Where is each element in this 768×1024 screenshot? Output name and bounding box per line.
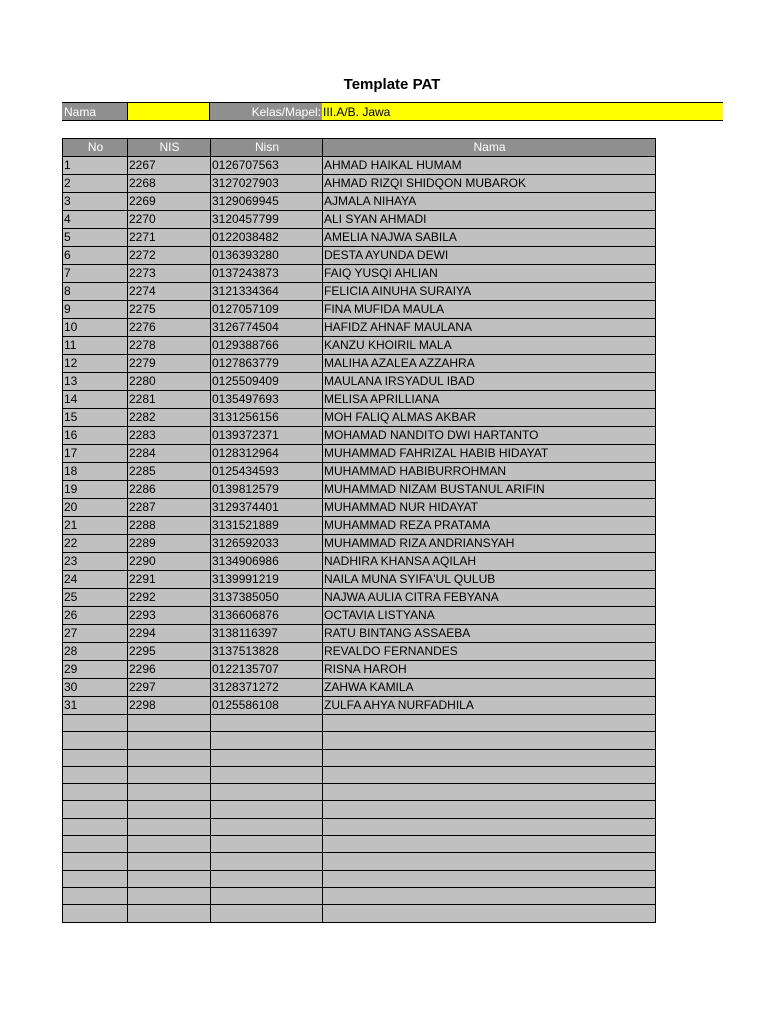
cell-no[interactable]: 27 (63, 625, 128, 643)
kelas-mapel-cell[interactable]: III.A/B. Jawa (322, 102, 723, 121)
cell-no[interactable] (63, 732, 128, 749)
table-row (63, 801, 656, 818)
table-row (63, 175, 656, 193)
cell-nisn[interactable]: 0139812579 (211, 481, 323, 499)
cell-nama[interactable]: NAJWA AULIA CITRA FEBYANA (323, 589, 656, 607)
table-row (63, 661, 656, 679)
cell-nama[interactable] (323, 715, 656, 732)
cell-nis[interactable]: 2279 (128, 355, 211, 373)
cell-nama[interactable] (323, 732, 656, 749)
table-row (63, 409, 656, 427)
cell-nisn[interactable]: 3131256156 (211, 409, 323, 427)
table-row (63, 643, 656, 661)
cell-nisn[interactable]: 3138116397 (211, 625, 323, 643)
cell-no[interactable]: 10 (63, 319, 128, 337)
cell-no[interactable]: 5 (63, 229, 128, 247)
table-row (63, 535, 656, 553)
cell-nama[interactable]: MOH FALIQ ALMAS AKBAR (323, 409, 656, 427)
cell-no[interactable]: 19 (63, 481, 128, 499)
cell-nama[interactable] (323, 870, 656, 887)
cell-nis[interactable] (128, 870, 211, 887)
table-row (63, 732, 656, 749)
cell-nama[interactable]: MAULANA IRSYADUL IBAD (323, 373, 656, 391)
cell-nis[interactable]: 2282 (128, 409, 211, 427)
cell-no[interactable]: 31 (63, 697, 128, 715)
cell-nis[interactable] (128, 853, 211, 870)
cell-no[interactable] (63, 853, 128, 870)
cell-nisn[interactable]: 0122135707 (211, 661, 323, 679)
table-row (63, 766, 656, 783)
cell-no[interactable]: 14 (63, 391, 128, 409)
header-no: No (63, 139, 128, 157)
cell-nisn[interactable] (211, 818, 323, 835)
cell-nisn[interactable]: 0125509409 (211, 373, 323, 391)
cell-nama[interactable]: MELISA APRILLIANA (323, 391, 656, 409)
cell-nisn[interactable]: 3121334364 (211, 283, 323, 301)
cell-nis[interactable]: 2286 (128, 481, 211, 499)
cell-nama[interactable]: ALI SYAN AHMADI (323, 211, 656, 229)
cell-nisn[interactable]: 3136606876 (211, 607, 323, 625)
cell-nis[interactable] (128, 836, 211, 853)
cell-nis[interactable]: 2297 (128, 679, 211, 697)
cell-nama[interactable] (323, 836, 656, 853)
cell-nis[interactable]: 2267 (128, 157, 211, 175)
cell-nis[interactable]: 2284 (128, 445, 211, 463)
table-row (63, 499, 656, 517)
cell-nama[interactable]: AMELIA NAJWA SABILA (323, 229, 656, 247)
cell-no[interactable] (63, 749, 128, 766)
cell-nis[interactable]: 2278 (128, 337, 211, 355)
table-row (63, 571, 656, 589)
cell-nisn[interactable]: 3126592033 (211, 535, 323, 553)
cell-no[interactable] (63, 801, 128, 818)
page-title: Template PAT (343, 76, 441, 93)
cell-nama[interactable]: AHMAD HAIKAL HUMAM (323, 157, 656, 175)
cell-nama[interactable]: MALIHA AZALEA AZZAHRA (323, 355, 656, 373)
cell-nisn[interactable]: 0125586108 (211, 697, 323, 715)
table-row (63, 265, 656, 283)
table-row (63, 337, 656, 355)
cell-nisn[interactable] (211, 715, 323, 732)
cell-nama[interactable] (323, 887, 656, 904)
table-row (63, 517, 656, 535)
cell-nisn[interactable] (211, 801, 323, 818)
cell-no[interactable]: 18 (63, 463, 128, 481)
cell-nama[interactable]: MUHAMMAD NUR HIDAYAT (323, 499, 656, 517)
cell-nisn[interactable]: 3129374401 (211, 499, 323, 517)
table-row (63, 749, 656, 766)
cell-nisn[interactable] (211, 870, 323, 887)
cell-nama[interactable]: MUHAMMAD RIZA ANDRIANSYAH (323, 535, 656, 553)
cell-no[interactable]: 11 (63, 337, 128, 355)
cell-nis[interactable]: 2290 (128, 553, 211, 571)
cell-nisn[interactable] (211, 732, 323, 749)
info-row (62, 102, 723, 121)
cell-no[interactable]: 26 (63, 607, 128, 625)
table-row (63, 211, 656, 229)
cell-nis[interactable] (128, 766, 211, 783)
cell-nisn[interactable]: 0122038482 (211, 229, 323, 247)
table-row (63, 784, 656, 801)
cell-nisn[interactable] (211, 836, 323, 853)
cell-nis[interactable] (128, 818, 211, 835)
cell-no[interactable]: 28 (63, 643, 128, 661)
cell-nisn[interactable]: 0139372371 (211, 427, 323, 445)
table-row (63, 391, 656, 409)
cell-nisn[interactable]: 0127863779 (211, 355, 323, 373)
cell-nama[interactable] (323, 818, 656, 835)
nama-label: Nama (62, 102, 127, 121)
table-row (63, 247, 656, 265)
cell-nisn[interactable]: 0128312964 (211, 445, 323, 463)
cell-no[interactable]: 7 (63, 265, 128, 283)
table-row (63, 481, 656, 499)
table-row (63, 355, 656, 373)
nama-input-cell[interactable] (127, 102, 210, 121)
cell-nis[interactable]: 2292 (128, 589, 211, 607)
cell-no[interactable]: 1 (63, 157, 128, 175)
cell-nis[interactable]: 2298 (128, 697, 211, 715)
cell-nama[interactable]: RATU BINTANG ASSAEBA (323, 625, 656, 643)
cell-nis[interactable]: 2289 (128, 535, 211, 553)
cell-no[interactable] (63, 905, 128, 922)
cell-nisn[interactable] (211, 853, 323, 870)
table-row (63, 427, 656, 445)
table-row (63, 553, 656, 571)
table-row (63, 319, 656, 337)
kelas-mapel-label: Kelas/Mapel: (210, 102, 322, 121)
cell-nis[interactable]: 2285 (128, 463, 211, 481)
cell-nis[interactable] (128, 715, 211, 732)
cell-no[interactable]: 3 (63, 193, 128, 211)
cell-no[interactable]: 6 (63, 247, 128, 265)
cell-nama[interactable]: FAIQ YUSQI AHLIAN (323, 265, 656, 283)
cell-nisn[interactable]: 0137243873 (211, 265, 323, 283)
cell-no[interactable]: 13 (63, 373, 128, 391)
cell-no[interactable]: 25 (63, 589, 128, 607)
cell-nama[interactable]: FINA MUFIDA MAULA (323, 301, 656, 319)
cell-nama[interactable]: AHMAD RIZQI SHIDQON MUBAROK (323, 175, 656, 193)
cell-nis[interactable]: 2268 (128, 175, 211, 193)
table-row (63, 887, 656, 904)
table-row (63, 836, 656, 853)
cell-nis[interactable]: 2296 (128, 661, 211, 679)
table-row (63, 715, 656, 732)
student-table (62, 138, 656, 923)
table-row (63, 301, 656, 319)
cell-nis[interactable]: 2293 (128, 607, 211, 625)
cell-no[interactable] (63, 766, 128, 783)
cell-nama[interactable] (323, 801, 656, 818)
cell-nisn[interactable]: 0125434593 (211, 463, 323, 481)
cell-nisn[interactable]: 0129388766 (211, 337, 323, 355)
cell-no[interactable]: 2 (63, 175, 128, 193)
cell-nis[interactable]: 2295 (128, 643, 211, 661)
cell-nama[interactable]: RISNA HAROH (323, 661, 656, 679)
cell-no[interactable]: 23 (63, 553, 128, 571)
cell-nis[interactable]: 2291 (128, 571, 211, 589)
header-nis: NIS (128, 139, 211, 157)
cell-nama[interactable]: NADHIRA KHANSA AQILAH (323, 553, 656, 571)
cell-nisn[interactable]: 3137385050 (211, 589, 323, 607)
cell-no[interactable] (63, 784, 128, 801)
header-nama: Nama (323, 139, 656, 157)
cell-nisn[interactable]: 3127027903 (211, 175, 323, 193)
cell-nisn[interactable]: 3134906986 (211, 553, 323, 571)
cell-no[interactable]: 24 (63, 571, 128, 589)
cell-nama[interactable]: MUHAMMAD REZA PRATAMA (323, 517, 656, 535)
table-row (63, 373, 656, 391)
table-row (63, 445, 656, 463)
cell-nis[interactable]: 2294 (128, 625, 211, 643)
cell-nis[interactable] (128, 887, 211, 904)
cell-no[interactable]: 22 (63, 535, 128, 553)
cell-nisn[interactable]: 3120457799 (211, 211, 323, 229)
cell-nisn[interactable]: 0126707563 (211, 157, 323, 175)
cell-nisn[interactable]: 3126774504 (211, 319, 323, 337)
table-row (63, 463, 656, 481)
cell-nama[interactable]: ZAHWA KAMILA (323, 679, 656, 697)
table-row (63, 607, 656, 625)
cell-nis[interactable]: 2270 (128, 211, 211, 229)
cell-nisn[interactable] (211, 766, 323, 783)
cell-no[interactable]: 20 (63, 499, 128, 517)
cell-nama[interactable] (323, 853, 656, 870)
table-row (63, 870, 656, 887)
table-row (63, 229, 656, 247)
cell-nis[interactable]: 2274 (128, 283, 211, 301)
cell-nama[interactable] (323, 749, 656, 766)
table-row (63, 157, 656, 175)
table-row (63, 905, 656, 922)
cell-nis[interactable]: 2269 (128, 193, 211, 211)
cell-nis[interactable]: 2281 (128, 391, 211, 409)
cell-no[interactable]: 30 (63, 679, 128, 697)
cell-nis[interactable] (128, 732, 211, 749)
cell-nis[interactable]: 2275 (128, 301, 211, 319)
cell-nama[interactable]: KANZU KHOIRIL MALA (323, 337, 656, 355)
cell-no[interactable]: 4 (63, 211, 128, 229)
table-row (63, 679, 656, 697)
table-row (63, 818, 656, 835)
cell-nis[interactable]: 2288 (128, 517, 211, 535)
cell-no[interactable] (63, 870, 128, 887)
cell-nama[interactable]: MUHAMMAD HABIBURROHMAN (323, 463, 656, 481)
cell-nama[interactable]: FELICIA AINUHA SURAIYA (323, 283, 656, 301)
cell-no[interactable] (63, 715, 128, 732)
cell-nama[interactable]: DESTA AYUNDA DEWI (323, 247, 656, 265)
cell-nis[interactable] (128, 749, 211, 766)
cell-nis[interactable]: 2276 (128, 319, 211, 337)
cell-nis[interactable]: 2271 (128, 229, 211, 247)
cell-nama[interactable]: AJMALA NIHAYA (323, 193, 656, 211)
cell-nis[interactable] (128, 784, 211, 801)
cell-no[interactable]: 21 (63, 517, 128, 535)
cell-no[interactable]: 17 (63, 445, 128, 463)
cell-no[interactable]: 15 (63, 409, 128, 427)
cell-nama[interactable]: REVALDO FERNANDES (323, 643, 656, 661)
table-row (63, 697, 656, 715)
table-header-row (63, 139, 656, 157)
table-row (63, 853, 656, 870)
table-row (63, 283, 656, 301)
cell-nis[interactable]: 2272 (128, 247, 211, 265)
cell-nisn[interactable]: 3139991219 (211, 571, 323, 589)
cell-no[interactable] (63, 836, 128, 853)
cell-nisn[interactable]: 0135497693 (211, 391, 323, 409)
cell-no[interactable]: 9 (63, 301, 128, 319)
cell-no[interactable]: 16 (63, 427, 128, 445)
cell-nis[interactable] (128, 905, 211, 922)
cell-nis[interactable]: 2283 (128, 427, 211, 445)
cell-nama[interactable]: OCTAVIA LISTYANA (323, 607, 656, 625)
cell-no[interactable]: 12 (63, 355, 128, 373)
table-row (63, 625, 656, 643)
cell-nisn[interactable]: 3128371272 (211, 679, 323, 697)
cell-no[interactable] (63, 887, 128, 904)
cell-nis[interactable]: 2280 (128, 373, 211, 391)
cell-nisn[interactable]: 3137513828 (211, 643, 323, 661)
cell-nama[interactable]: MUHAMMAD NIZAM BUSTANUL ARIFIN (323, 481, 656, 499)
cell-nisn[interactable] (211, 905, 323, 922)
cell-nama[interactable]: NAILA MUNA SYIFA'UL QULUB (323, 571, 656, 589)
cell-nama[interactable]: HAFIDZ AHNAF MAULANA (323, 319, 656, 337)
cell-nisn[interactable] (211, 749, 323, 766)
cell-nisn[interactable]: 0127057109 (211, 301, 323, 319)
cell-nama[interactable]: MUHAMMAD FAHRIZAL HABIB HIDAYAT (323, 445, 656, 463)
cell-nama[interactable]: MOHAMAD NANDITO DWI HARTANTO (323, 427, 656, 445)
cell-no[interactable] (63, 818, 128, 835)
cell-nis[interactable]: 2287 (128, 499, 211, 517)
cell-nisn[interactable] (211, 887, 323, 904)
cell-no[interactable]: 29 (63, 661, 128, 679)
cell-nis[interactable] (128, 801, 211, 818)
cell-nisn[interactable]: 3131521889 (211, 517, 323, 535)
cell-nama[interactable]: ZULFA AHYA NURFADHILA (323, 697, 656, 715)
cell-nama[interactable] (323, 784, 656, 801)
cell-nisn[interactable]: 0136393280 (211, 247, 323, 265)
cell-nama[interactable] (323, 766, 656, 783)
cell-nama[interactable] (323, 905, 656, 922)
header-nisn: Nisn (211, 139, 323, 157)
cell-nisn[interactable]: 3129069945 (211, 193, 323, 211)
table-row (63, 589, 656, 607)
table-body (63, 157, 656, 923)
table-row (63, 193, 656, 211)
cell-nisn[interactable] (211, 784, 323, 801)
cell-no[interactable]: 8 (63, 283, 128, 301)
cell-nis[interactable]: 2273 (128, 265, 211, 283)
